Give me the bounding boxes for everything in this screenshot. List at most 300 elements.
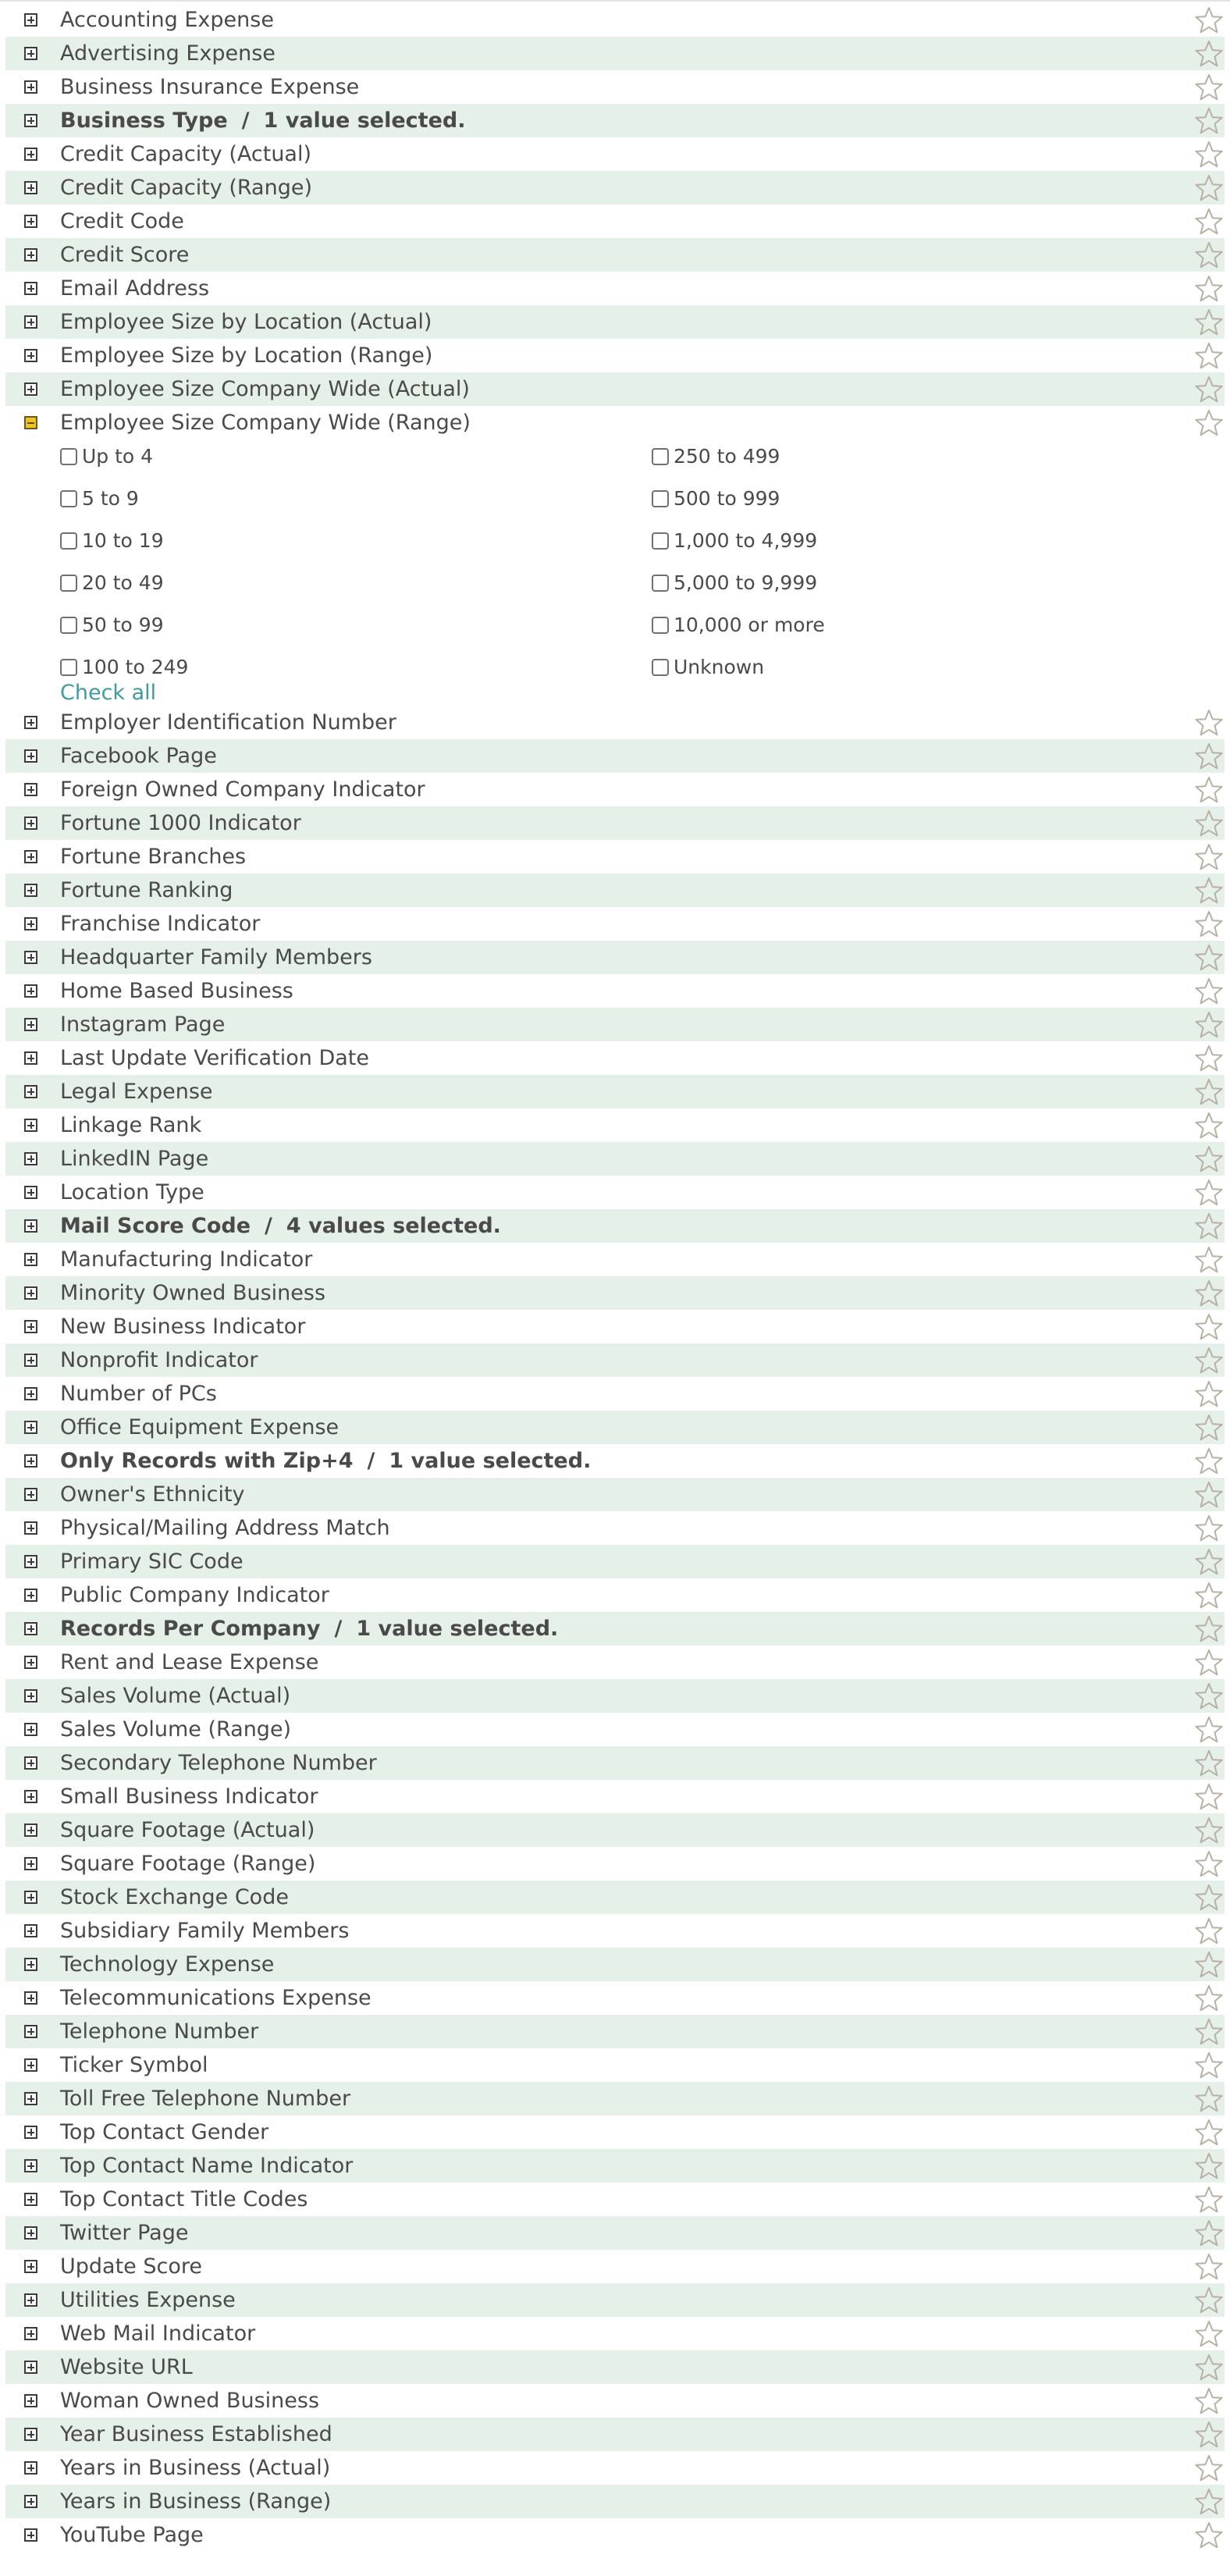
filter-row[interactable] [5,1914,1225,1948]
star-icon[interactable] [1193,2286,1225,2317]
option-checkbox[interactable] [60,527,164,555]
filter-row[interactable] [5,2317,1225,2350]
filter-row[interactable] [5,1176,1225,1209]
filter-row[interactable] [5,1679,1225,1713]
star-icon[interactable] [1193,2017,1225,2048]
filter-label-wrap[interactable] [60,305,432,339]
checkbox[interactable] [652,448,669,465]
filter-row[interactable] [5,739,1225,773]
star-icon[interactable] [1193,308,1225,339]
option-checkbox[interactable] [60,485,139,513]
filter-row[interactable] [5,37,1225,70]
filter-label-wrap[interactable] [60,1948,274,1981]
filter-label-wrap[interactable] [60,1981,371,2015]
filter-label-wrap[interactable] [60,1377,217,1411]
plus-square-icon[interactable] [24,2193,37,2206]
filter-row[interactable] [5,1075,1225,1108]
star-icon[interactable] [1193,1782,1225,1813]
filter-label-wrap[interactable] [60,2518,204,2552]
star-icon[interactable] [1193,1614,1225,1646]
filter-row[interactable] [5,1545,1225,1578]
filter-row[interactable] [5,272,1225,305]
star-icon[interactable] [1193,1212,1225,1243]
plus-square-icon[interactable] [24,2528,37,2542]
filter-label-wrap[interactable] [60,205,184,238]
filter-row[interactable] [5,238,1225,272]
filter-label-wrap[interactable] [60,2451,330,2485]
filter-label-wrap[interactable] [60,1343,258,1377]
filter-label-wrap[interactable] [60,941,372,974]
star-icon[interactable] [1193,2453,1225,2485]
star-icon[interactable] [1193,140,1225,171]
filter-label-wrap[interactable] [60,2485,331,2518]
star-icon[interactable] [1193,842,1225,873]
filter-label-wrap[interactable] [60,2418,332,2451]
star-icon[interactable] [1193,1581,1225,1612]
star-icon[interactable] [1193,1749,1225,1780]
star-icon[interactable] [1193,742,1225,773]
filter-label-wrap[interactable] [60,806,301,840]
plus-square-icon[interactable] [24,1018,37,1031]
filter-row[interactable] [5,1948,1225,1981]
star-icon[interactable] [1193,1681,1225,1713]
filter-label-wrap[interactable] [60,1813,315,1847]
star-icon[interactable] [1193,274,1225,305]
star-icon[interactable] [1193,1010,1225,1041]
star-icon[interactable] [1193,207,1225,238]
plus-square-icon[interactable] [24,1790,37,1803]
filter-label-wrap[interactable] [60,1914,349,1948]
plus-square-icon[interactable] [24,1991,37,2005]
filter-label-wrap[interactable] [60,2216,188,2250]
filter-row[interactable] [5,1444,1225,1478]
filter-label-wrap[interactable] [60,1511,390,1545]
plus-square-icon[interactable] [24,1488,37,1501]
filter-row[interactable] [5,137,1225,171]
star-icon[interactable] [1193,2118,1225,2149]
plus-square-icon[interactable] [24,1689,37,1703]
plus-square-icon[interactable] [24,1186,37,1199]
star-icon[interactable] [1193,809,1225,840]
star-icon[interactable] [1193,375,1225,406]
filter-row[interactable] [5,305,1225,339]
filter-row[interactable] [5,2115,1225,2149]
filter-row[interactable] [5,2250,1225,2283]
plus-square-icon[interactable] [24,951,37,964]
star-icon[interactable] [1193,1413,1225,1444]
filter-label-wrap[interactable] [60,406,471,439]
star-icon[interactable] [1193,1480,1225,1511]
filter-row[interactable] [5,2015,1225,2048]
filter-row[interactable] [5,1612,1225,1646]
filter-row[interactable] [5,339,1225,372]
star-icon[interactable] [1193,173,1225,205]
plus-square-icon[interactable] [24,1320,37,1333]
filter-row[interactable] [5,1847,1225,1880]
filter-row[interactable] [5,1108,1225,1142]
plus-square-icon[interactable] [24,850,37,863]
plus-square-icon[interactable] [24,2495,37,2508]
filter-label: Update Score [60,2254,202,2279]
filter-label-wrap[interactable] [60,2082,350,2115]
star-icon[interactable] [1193,1849,1225,1880]
star-icon[interactable] [1193,2051,1225,2082]
filter-label-wrap[interactable] [60,1713,291,1746]
filter-label-wrap[interactable] [60,2048,208,2082]
star-icon[interactable] [1193,1547,1225,1578]
check-all-link[interactable]: Check all [60,681,157,705]
option-checkbox[interactable] [652,569,817,597]
checkbox[interactable] [652,490,669,507]
filter-row[interactable] [5,941,1225,974]
filter-label-wrap[interactable] [60,272,209,305]
checkbox[interactable] [60,448,77,465]
filter-row[interactable] [5,1343,1225,1377]
star-icon[interactable] [1193,2218,1225,2250]
plus-square-icon[interactable] [24,181,37,194]
filter-row[interactable] [5,1646,1225,1679]
plus-square-icon[interactable] [24,215,37,228]
plus-square-icon[interactable] [24,2025,37,2038]
star-icon[interactable] [1193,1111,1225,1142]
filter-label-wrap[interactable] [60,840,246,873]
plus-square-icon[interactable] [24,2126,37,2139]
filter-label-wrap[interactable] [60,1545,244,1578]
plus-square-icon[interactable] [24,1521,37,1535]
filter-row[interactable] [5,2418,1225,2451]
star-icon[interactable] [1193,240,1225,272]
plus-square-icon[interactable] [24,884,37,897]
star-icon[interactable] [1193,341,1225,372]
filter-label-wrap[interactable] [60,1075,213,1108]
star-icon[interactable] [1193,775,1225,806]
filter-label: Records Per Company [60,1617,321,1641]
filter-label-wrap[interactable] [60,3,274,37]
filter-row[interactable] [5,907,1225,941]
star-icon[interactable] [1193,1446,1225,1478]
star-icon[interactable] [1193,1178,1225,1209]
filter-label-wrap[interactable] [60,1746,377,1780]
plus-square-icon[interactable] [24,1924,37,1937]
filter-label-wrap[interactable] [60,2183,308,2216]
star-icon[interactable] [1193,2353,1225,2384]
checkbox[interactable] [652,617,669,634]
plus-square-icon[interactable] [24,349,37,362]
star-icon[interactable] [1193,1245,1225,1276]
filter-row[interactable] [5,706,1225,739]
star-icon[interactable] [1193,2252,1225,2283]
star-icon[interactable] [1193,2319,1225,2350]
plus-square-icon[interactable] [24,1555,37,1568]
option-checkbox[interactable] [60,611,164,639]
filter-label-wrap[interactable] [60,37,276,70]
filter-row[interactable] [5,1411,1225,1444]
filter-row[interactable] [5,3,1225,37]
plus-square-icon[interactable] [24,282,37,295]
star-icon[interactable] [1193,2386,1225,2418]
filter-row[interactable] [5,1746,1225,1780]
filter-row[interactable] [5,1511,1225,1545]
plus-square-icon[interactable] [24,716,37,729]
filter-row[interactable] [5,70,1225,104]
star-icon[interactable] [1193,73,1225,104]
filter-label-wrap[interactable] [60,70,359,104]
star-icon[interactable] [1193,909,1225,941]
star-icon[interactable] [1193,39,1225,70]
filter-label-wrap[interactable] [60,1444,591,1478]
star-icon[interactable] [1193,1044,1225,1075]
filter-row[interactable] [5,1209,1225,1243]
filter-row[interactable] [5,1041,1225,1075]
checkbox[interactable] [652,659,669,676]
filter-label-wrap[interactable] [60,2283,236,2317]
filter-row[interactable] [5,1310,1225,1343]
filter-row[interactable] [5,2082,1225,2115]
plus-square-icon[interactable] [24,1085,37,1098]
filter-row[interactable] [5,1578,1225,1612]
filter-row[interactable] [5,1008,1225,1041]
star-icon[interactable] [1193,1816,1225,1847]
option-checkbox[interactable] [60,569,164,597]
filter-row[interactable] [5,2216,1225,2250]
filter-label-wrap[interactable] [60,1411,339,1444]
checkbox[interactable] [652,532,669,550]
plus-square-icon[interactable] [24,2327,37,2340]
star-icon[interactable] [1193,2185,1225,2216]
plus-square-icon[interactable] [24,1454,37,1468]
plus-square-icon[interactable] [24,1857,37,1870]
star-icon[interactable] [1193,1950,1225,1981]
filter-label-wrap[interactable] [60,1679,290,1713]
filter-row[interactable] [5,2350,1225,2384]
filter-label-wrap[interactable] [60,372,470,406]
plus-square-icon[interactable] [24,1152,37,1165]
label-separator: / [265,1214,272,1238]
plus-square-icon[interactable] [24,80,37,94]
star-icon[interactable] [1193,1144,1225,1176]
plus-square-icon[interactable] [24,1051,37,1065]
filter-row[interactable] [5,1478,1225,1511]
plus-square-icon[interactable] [24,817,37,830]
plus-square-icon[interactable] [24,1622,37,1635]
star-icon[interactable] [1193,1077,1225,1108]
filter-row[interactable] [5,974,1225,1008]
filter-label-wrap[interactable] [60,104,465,137]
plus-square-icon[interactable] [24,1119,37,1132]
star-icon[interactable] [1193,2420,1225,2451]
plus-square-icon[interactable] [24,2361,37,2374]
filter-row[interactable] [5,2518,1225,2552]
filter-label-wrap[interactable] [60,706,396,739]
star-icon[interactable] [1193,1715,1225,1746]
plus-square-icon[interactable] [24,2092,37,2105]
plus-square-icon[interactable] [24,1253,37,1266]
filter-label-wrap[interactable] [60,2149,353,2183]
star-icon[interactable] [1193,1916,1225,1948]
filter-label-wrap[interactable] [60,1108,201,1142]
filter-row[interactable] [5,1243,1225,1276]
option-checkbox[interactable] [60,443,153,471]
star-icon[interactable] [1193,876,1225,907]
plus-square-icon[interactable] [24,13,37,27]
star-icon[interactable] [1193,943,1225,974]
filter-label-wrap[interactable] [60,1243,312,1276]
filter-label-wrap[interactable] [60,1209,501,1243]
filter-label-wrap[interactable] [60,1041,369,1075]
plus-square-icon[interactable] [24,2226,37,2240]
plus-square-icon[interactable] [24,1656,37,1669]
plus-square-icon[interactable] [24,1589,37,1602]
plus-square-icon[interactable] [24,315,37,329]
filter-row[interactable] [5,1276,1225,1310]
filter-label-wrap[interactable] [60,2350,193,2384]
plus-square-icon[interactable] [24,2058,37,2072]
filter-row[interactable] [5,840,1225,873]
option-checkbox[interactable] [652,611,825,639]
plus-square-icon[interactable] [24,248,37,262]
filter-label-wrap[interactable] [60,2115,268,2149]
filter-label-wrap[interactable] [60,1847,315,1880]
checkbox[interactable] [60,659,77,676]
checkbox[interactable] [60,532,77,550]
plus-square-icon[interactable] [24,1421,37,1434]
filter-row[interactable] [5,2183,1225,2216]
filter-row[interactable] [5,2384,1225,2418]
plus-square-icon[interactable] [24,1387,37,1400]
filter-label-wrap[interactable] [60,1646,318,1679]
plus-square-icon[interactable] [24,1219,37,1233]
filter-label-wrap[interactable] [60,137,311,171]
plus-square-icon[interactable] [24,47,37,60]
plus-square-icon[interactable] [24,2260,37,2273]
filter-label-wrap[interactable] [60,2015,258,2048]
plus-square-icon[interactable] [24,114,37,127]
plus-square-icon[interactable] [24,1354,37,1367]
star-icon[interactable] [1193,408,1225,439]
filter-label-wrap[interactable] [60,773,425,806]
filter-row[interactable] [5,1142,1225,1176]
plus-square-icon[interactable] [24,382,37,396]
filter-label-wrap[interactable] [60,1578,329,1612]
star-icon[interactable] [1193,5,1225,37]
star-icon[interactable] [1193,1279,1225,1310]
filter-row[interactable] [5,406,1225,439]
plus-square-icon[interactable] [24,1891,37,1904]
checkbox[interactable] [60,490,77,507]
checkbox[interactable] [60,575,77,592]
filter-label-wrap[interactable] [60,907,260,941]
star-icon[interactable] [1193,708,1225,739]
plus-square-icon[interactable] [24,749,37,763]
filter-row[interactable] [5,205,1225,238]
plus-square-icon[interactable] [24,917,37,930]
filter-row[interactable] [5,372,1225,406]
filter-label-wrap[interactable] [60,1276,325,1310]
filter-row[interactable] [5,171,1225,205]
filter-row[interactable] [5,2048,1225,2082]
filter-row[interactable] [5,1713,1225,1746]
filter-row[interactable] [5,2451,1225,2485]
filter-label-wrap[interactable] [60,1612,558,1646]
filter-row[interactable] [5,1377,1225,1411]
star-icon[interactable] [1193,1514,1225,1545]
plus-square-icon[interactable] [24,2394,37,2407]
checkbox[interactable] [652,575,669,592]
star-icon[interactable] [1193,106,1225,137]
star-icon[interactable] [1193,1984,1225,2015]
filter-label-wrap[interactable] [60,1478,245,1511]
star-icon[interactable] [1193,1883,1225,1914]
filter-row[interactable] [5,806,1225,840]
filter-row[interactable] [5,104,1225,137]
minus-square-icon[interactable] [24,416,37,429]
filter-row[interactable] [5,1880,1225,1914]
option-checkbox[interactable] [60,653,188,681]
star-icon[interactable] [1193,2487,1225,2518]
plus-square-icon[interactable] [24,1286,37,1300]
filter-label-wrap[interactable] [60,1310,305,1343]
star-icon[interactable] [1193,977,1225,1008]
filter-label-wrap[interactable] [60,739,217,773]
plus-square-icon[interactable] [24,783,37,796]
filter-label-wrap[interactable] [60,339,432,372]
filter-label-wrap[interactable] [60,1008,225,1041]
plus-square-icon[interactable] [24,2159,37,2172]
checkbox[interactable] [60,617,77,634]
filter-label-wrap[interactable] [60,2317,255,2350]
filter-label-wrap[interactable] [60,238,189,272]
star-icon[interactable] [1193,1346,1225,1377]
filter-label-wrap[interactable] [60,1880,289,1914]
filter-label-wrap[interactable] [60,1142,208,1176]
option-checkbox[interactable] [652,527,817,555]
filter-row[interactable] [5,1780,1225,1813]
plus-square-icon[interactable] [24,2293,37,2307]
plus-square-icon[interactable] [24,1723,37,1736]
filter-label-wrap[interactable] [60,873,233,907]
filter-label-wrap[interactable] [60,2250,202,2283]
star-icon[interactable] [1193,1312,1225,1343]
filter-label-wrap[interactable] [60,2384,319,2418]
star-icon[interactable] [1193,2151,1225,2183]
filter-label-wrap[interactable] [60,974,293,1008]
filter-row[interactable] [5,2283,1225,2317]
plus-square-icon[interactable] [24,1756,37,1770]
plus-square-icon[interactable] [24,1823,37,1837]
filter-row[interactable] [5,2485,1225,2518]
star-icon[interactable] [1193,1379,1225,1411]
star-icon[interactable] [1193,2521,1225,2552]
filter-row[interactable] [5,1813,1225,1847]
filter-label-wrap[interactable] [60,171,312,205]
plus-square-icon[interactable] [24,984,37,998]
option-checkbox[interactable] [652,653,764,681]
filter-row[interactable] [5,1981,1225,2015]
option-checkbox[interactable] [652,443,780,471]
filter-row[interactable] [5,2149,1225,2183]
filter-row[interactable] [5,873,1225,907]
plus-square-icon[interactable] [24,148,37,161]
plus-square-icon[interactable] [24,2428,37,2441]
star-icon[interactable] [1193,1648,1225,1679]
star-icon[interactable] [1193,2084,1225,2115]
plus-square-icon[interactable] [24,2461,37,2475]
plus-square-icon[interactable] [24,1958,37,1971]
filter-row[interactable] [5,773,1225,806]
filter-label-wrap[interactable] [60,1176,204,1209]
option-checkbox[interactable] [652,485,780,513]
filter-label-wrap[interactable] [60,1780,318,1813]
